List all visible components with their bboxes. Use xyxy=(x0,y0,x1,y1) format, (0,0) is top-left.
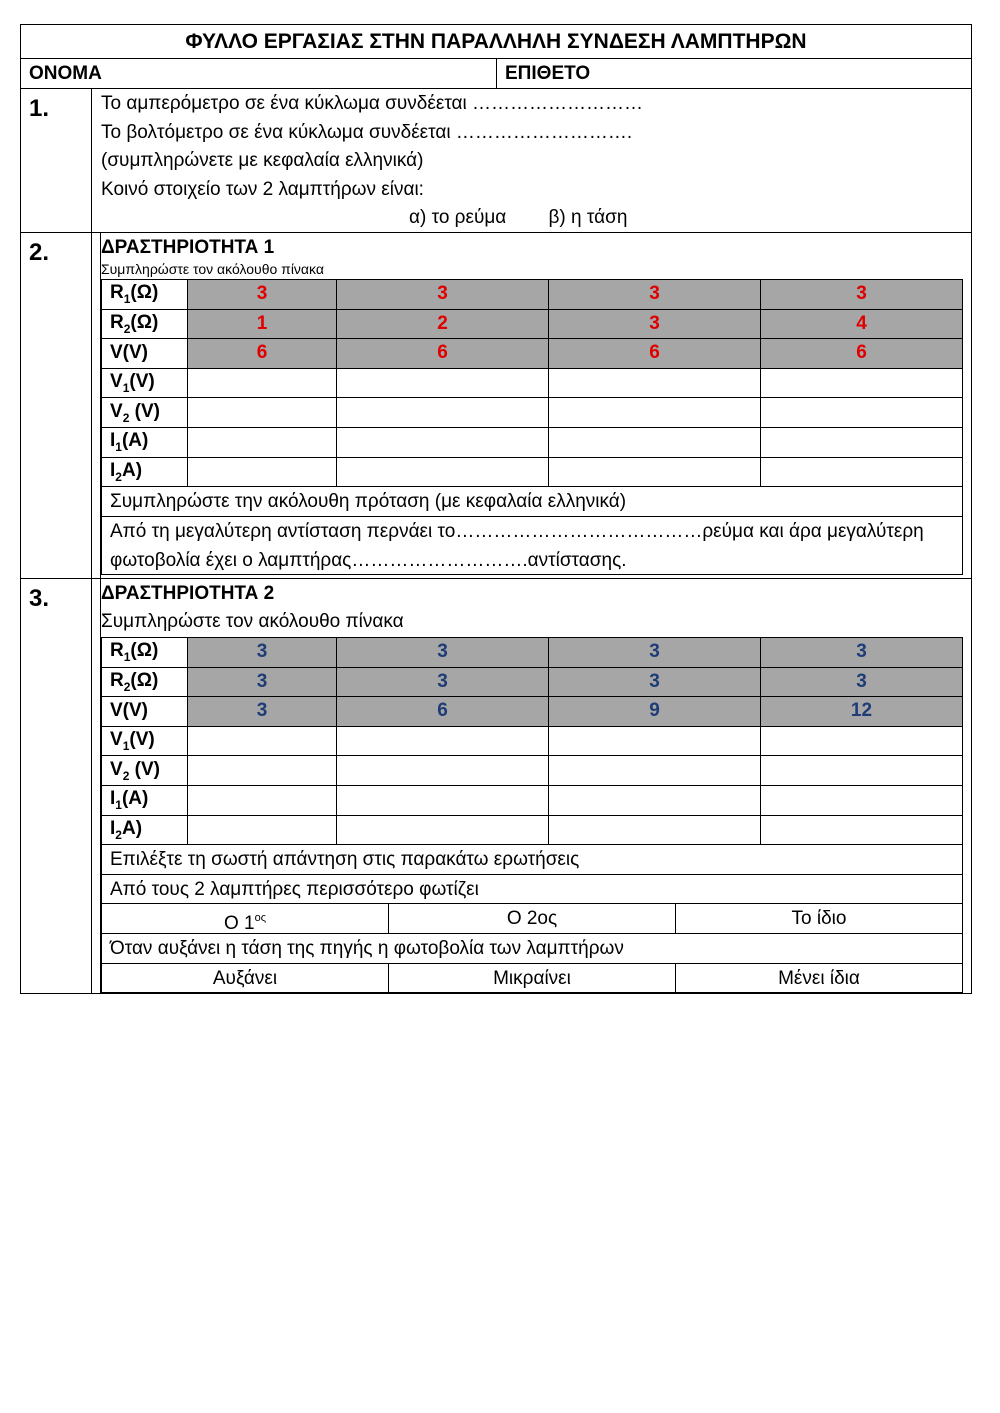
answer-cell[interactable] xyxy=(549,785,761,815)
answer-cell[interactable] xyxy=(188,398,337,428)
activity-heading: ΔΡΑΣΤΗΡΙΟΤΗΤΑ 1 xyxy=(101,237,275,258)
row-label: $R_2(\Omega)$ xyxy=(102,309,188,339)
answer-cell[interactable] xyxy=(761,398,963,428)
question-line[interactable]: Το βολτόμετρο σε ένα κύκλωμα συνδέεται ………………………. xyxy=(101,121,633,143)
row-label: $V_1(V)$ xyxy=(102,726,188,756)
activity-heading: ΔΡΑΣΤΗΡΙΟΤΗΤΑ 2 xyxy=(101,583,275,604)
given-value-cell: 3 xyxy=(761,667,963,697)
question-line: Κοινό στοιχείο των 2 λαμπτήρων είναι: xyxy=(101,178,424,200)
table-row xyxy=(102,638,963,668)
table-row xyxy=(102,726,963,756)
section-1 xyxy=(21,89,971,233)
answer-cell[interactable] xyxy=(549,427,761,457)
choice-second-lamp[interactable]: Ο 2ος xyxy=(389,904,676,933)
given-value-cell: 3 xyxy=(549,309,761,339)
question-1-choices xyxy=(101,904,963,934)
table-row xyxy=(102,427,963,457)
given-value-cell: 12 xyxy=(761,697,963,727)
given-value-cell: 3 xyxy=(761,638,963,668)
answer-cell[interactable] xyxy=(337,756,549,786)
row-label: $I_1(A)$ xyxy=(102,785,188,815)
surname-field[interactable]: ΕΠΙΘΕΤΟ xyxy=(505,63,591,84)
answer-cell[interactable] xyxy=(188,756,337,786)
section-number: 1. xyxy=(21,89,92,232)
answer-cell[interactable] xyxy=(549,457,761,487)
fill-sentence[interactable]: Από τη μεγαλύτερη αντίσταση περνάει το…………………………………ρεύμα και άρα μεγαλύτερη φωτοβολία έχει ο λαμπτήρας……………………….αντίστασης. xyxy=(101,517,963,575)
row-label: $I_2A$) xyxy=(102,457,188,487)
answer-cell[interactable] xyxy=(761,726,963,756)
given-value-cell: 3 xyxy=(188,697,337,727)
answer-cell[interactable] xyxy=(188,815,337,845)
question-line[interactable]: Το αμπερόμετρο σε ένα κύκλωμα συνδέεται ……………………… xyxy=(101,93,644,114)
instruction-text: (συμπληρώνετε με κεφαλαία ελληνικά) xyxy=(101,150,424,172)
page-title: ΦΥΛΛΟ ΕΡΓΑΣΙΑΣ ΣΤΗΝ ΠΑΡΑΛΛΗΛΗ ΣΥΝΔΕΣΗ ΛΑΜΠΤΗΡΩΝ xyxy=(21,25,971,59)
given-value-cell: 4 xyxy=(761,309,963,339)
given-value-cell: 3 xyxy=(549,280,761,310)
answer-cell[interactable] xyxy=(337,785,549,815)
instruction-text: Επιλέξτε τη σωστή απάντηση στις παρακάτω ερωτήσεις xyxy=(101,845,963,875)
given-value-cell: 3 xyxy=(337,280,549,310)
table-row xyxy=(102,309,963,339)
choice-first-lamp[interactable]: Ο $1^{o\varsigma}$ xyxy=(102,904,389,933)
given-value-cell: 3 xyxy=(549,638,761,668)
given-value-cell: 2 xyxy=(337,309,549,339)
given-value-cell: 1 xyxy=(188,309,337,339)
answer-cell[interactable] xyxy=(337,368,549,398)
given-value-cell: 3 xyxy=(188,638,337,668)
table-row xyxy=(102,339,963,369)
table-row xyxy=(102,697,963,727)
answer-cell[interactable] xyxy=(549,815,761,845)
given-value-cell: 3 xyxy=(188,280,337,310)
given-value-cell: 3 xyxy=(188,667,337,697)
question-1: Από τους 2 λαμπτήρες περισσότερο φωτίζει xyxy=(101,875,963,905)
row-label: $I_2A$) xyxy=(102,815,188,845)
table-row xyxy=(102,785,963,815)
table-row xyxy=(102,398,963,428)
answer-cell[interactable] xyxy=(337,398,549,428)
section-3 xyxy=(21,579,971,993)
answer-cell[interactable] xyxy=(761,368,963,398)
answer-cell[interactable] xyxy=(549,726,761,756)
given-value-cell: 6 xyxy=(337,697,549,727)
answer-cell[interactable] xyxy=(188,457,337,487)
given-value-cell: 3 xyxy=(761,280,963,310)
answer-cell[interactable] xyxy=(337,726,549,756)
table-row xyxy=(102,667,963,697)
question-2-choices xyxy=(101,964,963,994)
given-value-cell: 3 xyxy=(549,667,761,697)
row-label: $I_1(A)$ xyxy=(102,427,188,457)
name-field[interactable]: ΟΝΟΜΑ xyxy=(21,59,497,88)
given-value-cell: 6 xyxy=(337,339,549,369)
given-value-cell: 6 xyxy=(549,339,761,369)
table-row xyxy=(102,815,963,845)
answer-cell[interactable] xyxy=(337,457,549,487)
answer-cell[interactable] xyxy=(761,785,963,815)
table-row xyxy=(102,280,963,310)
worksheet xyxy=(20,24,972,994)
section-2 xyxy=(21,233,971,579)
activity-subtitle: Συμπληρώστε τον ακόλουθο πίνακα xyxy=(101,611,404,632)
table-row xyxy=(102,368,963,398)
row-label: $R_2(\Omega)$ xyxy=(102,667,188,697)
answer-cell[interactable] xyxy=(549,368,761,398)
instruction-text: Συμπληρώστε την ακόλουθη πρόταση (με κεφαλαία ελληνικά) xyxy=(101,487,963,517)
answer-cell[interactable] xyxy=(761,756,963,786)
answer-cell[interactable] xyxy=(549,756,761,786)
choice-increases[interactable]: Αυξάνει xyxy=(102,964,389,993)
section-number: 3. xyxy=(21,579,92,993)
data-table xyxy=(101,279,963,487)
choice-stays-same[interactable]: Μένει ίδια xyxy=(778,967,860,989)
row-label: $V_1(V)$ xyxy=(102,368,188,398)
table-row xyxy=(102,457,963,487)
data-table xyxy=(101,637,963,845)
answer-cell[interactable] xyxy=(549,398,761,428)
given-value-cell: 6 xyxy=(188,339,337,369)
answer-cell[interactable] xyxy=(761,427,963,457)
row-label: V(V) xyxy=(102,697,188,727)
answer-cell[interactable] xyxy=(188,368,337,398)
activity-subtitle: Συμπληρώστε τον ακόλουθο πίνακα xyxy=(101,261,324,277)
given-value-cell: 6 xyxy=(761,339,963,369)
row-label: $R_1(\Omega)$ xyxy=(102,638,188,668)
given-value-cell: 3 xyxy=(337,667,549,697)
answer-cell[interactable] xyxy=(337,427,549,457)
choice-same[interactable]: Το ίδιο xyxy=(791,908,847,930)
answer-cell[interactable] xyxy=(761,457,963,487)
given-value-cell: 3 xyxy=(337,638,549,668)
name-row xyxy=(21,59,971,89)
row-label: $R_1(\Omega)$ xyxy=(102,280,188,310)
row-label: V(V) xyxy=(102,339,188,369)
section-number: 2. xyxy=(21,233,92,578)
answer-cell[interactable] xyxy=(337,815,549,845)
row-label: $V_2$ (V) xyxy=(102,756,188,786)
answer-cell[interactable] xyxy=(761,815,963,845)
question-2: Όταν αυξάνει η τάση της πηγής η φωτοβολία των λαμπτήρων xyxy=(101,934,963,964)
answer-cell[interactable] xyxy=(188,785,337,815)
table-row xyxy=(102,756,963,786)
choice-decreases[interactable]: Μικραίνει xyxy=(389,964,676,993)
given-value-cell: 9 xyxy=(549,697,761,727)
answer-cell[interactable] xyxy=(188,427,337,457)
answer-options[interactable]: α) το ρεύμα β) η τάση xyxy=(409,207,628,229)
answer-cell[interactable] xyxy=(188,726,337,756)
row-label: $V_2$ (V) xyxy=(102,398,188,428)
